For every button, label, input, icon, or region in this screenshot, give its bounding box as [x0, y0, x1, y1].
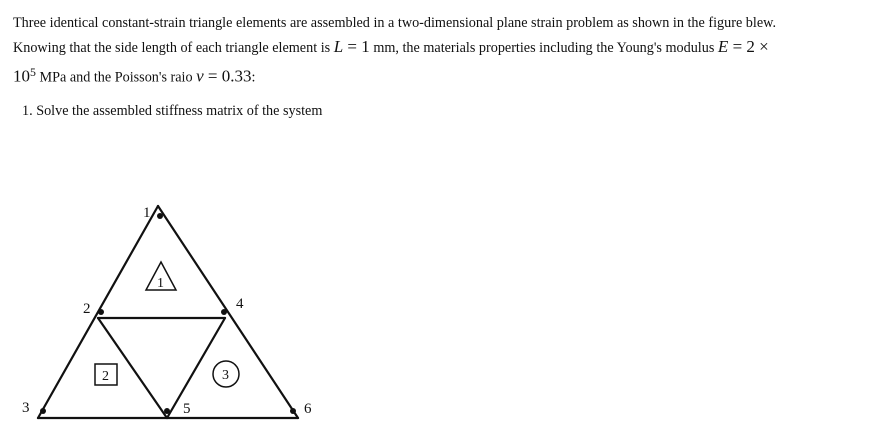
- node-label-5: 5: [183, 401, 191, 417]
- edge-node4-node5: [167, 318, 225, 418]
- symbol-E: E: [717, 37, 729, 56]
- symbol-nu: ν: [196, 66, 204, 86]
- value-L: 1: [361, 37, 370, 56]
- element-label-1: 1: [157, 276, 164, 291]
- value-nu: = 0.33: [203, 66, 252, 86]
- problem-line-2-text-a: Knowing that the side length of each triangle element is: [13, 40, 334, 56]
- node-dot-4: [221, 309, 227, 315]
- element-label-3: 3: [222, 368, 229, 383]
- question-number: 1.: [22, 103, 33, 119]
- node-label-3: 3: [22, 400, 30, 416]
- node-dot-1: [157, 213, 163, 219]
- problem-line-2-text-b: mm, the materials properties including the Young's modulus: [369, 40, 718, 56]
- node-label-1: 1: [143, 205, 151, 221]
- node-label-4: 4: [236, 296, 244, 312]
- problem-line-3-end: :: [251, 69, 256, 86]
- element-label-2: 2: [102, 369, 109, 384]
- problem-line-1: Three identical constant-strain triangle elements are assembled in a two-dimensional plane strain problem as shown in the figure blew.: [13, 15, 776, 31]
- equals-sign-1: =: [343, 37, 362, 56]
- node-dot-3: [40, 408, 46, 414]
- symbol-L: L: [333, 37, 344, 56]
- node-label-2: 2: [83, 301, 91, 317]
- value-E-exponent: 5: [30, 65, 36, 79]
- value-E-base: 10: [13, 66, 30, 86]
- value-E-mantissa: = 2 ×: [728, 37, 769, 56]
- edge-node2-node5: [98, 318, 167, 418]
- node-dot-2: [98, 309, 104, 315]
- node-label-6: 6: [304, 401, 312, 417]
- node-dot-5: [164, 408, 170, 414]
- node-dot-6: [290, 408, 296, 414]
- problem-line-3-text: MPa and the Poisson's raio: [35, 69, 197, 86]
- question-text: Solve the assembled stiffness matrix of the system: [36, 103, 323, 119]
